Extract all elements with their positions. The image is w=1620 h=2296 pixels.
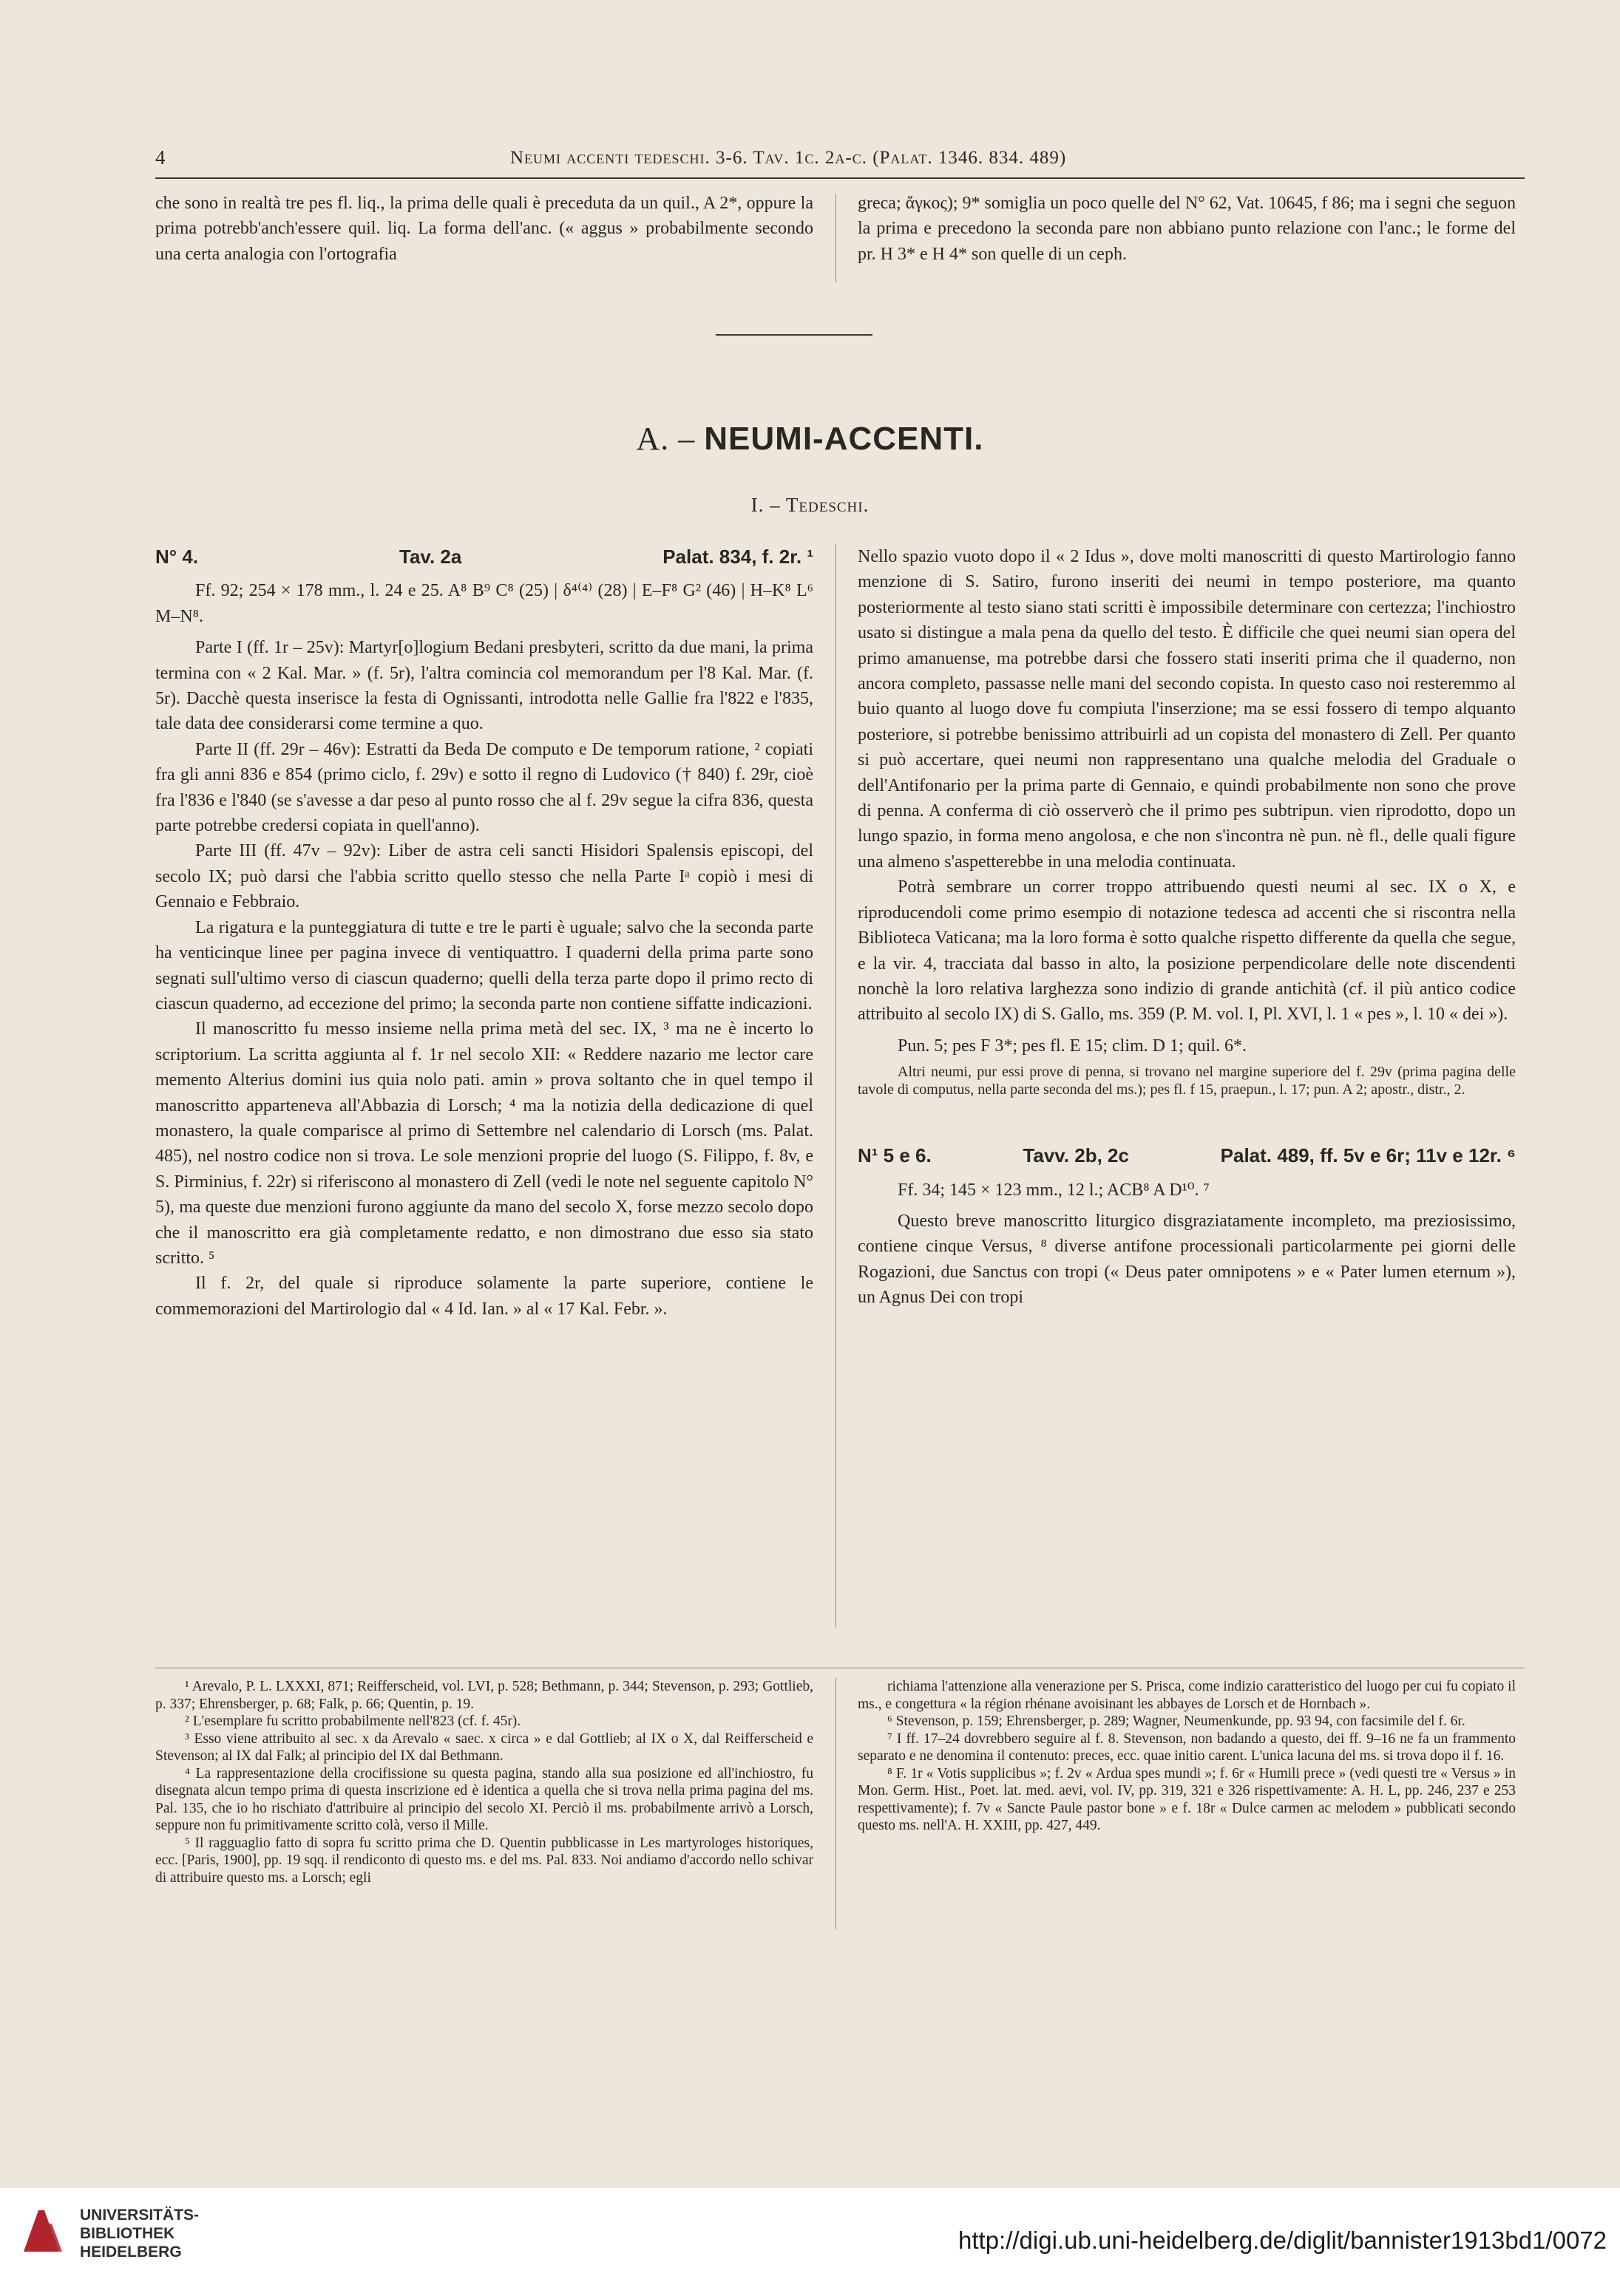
footnotes-left <box>155 1678 813 1886</box>
entry-4-paragraph: La rigatura e la punteggiatura di tutte e tre le parti è uguale; salvo che la seconda parte ha venticinque linee per pagina invece di ventiquattro. I quaderni della prima parte sono segnati sull'ultimo verso di ciascun quaderno; quelli della terza parte dopo il primo recto di ciascun quaderno, ad eccezione del primo; la seconda parte non contiene siffatte indicazioni. <box>155 917 813 1013</box>
entry-4-paragraph: Il manoscritto fu messo insieme nella prima metà del sec. IX, ³ ma ne è incerto lo scriptorium. La scritta aggiunta al f. 1r nel secolo XII: « Reddere nazario me lector care memento Alterius domini ius quia nolo pati. amin » prova soltanto che in quel tempo il manoscritto apparteneva all'Abbazia di Lorsch; ⁴ ma la notizia della dedicazione di quel monastero, la quale comparisce al primo di Settembre nel calendario di Lorsch (ms. Palat. 485), nel nostro codice non si trova. Le sole menzioni proprie del luogo (S. Filippo, f. 8v, e S. Pirminius, f. 22r) si riferiscono al monastero di Zell (vedi le note nel seguente capitolo N° 5), ma queste due menzioni furono aggiunte da mano del secolo X, forse mezzo secolo dopo che il manoscritto era già completamente redatto, e non dimostrano due esso sia stato scritto. ⁵ <box>155 1019 813 1268</box>
entry-4-shelfmark: Palat. 834, f. 2r. ¹ <box>662 546 813 568</box>
page-number: 4 <box>155 146 166 169</box>
footnote: ¹ Arevalo, P. L. LXXXI, 871; Reifferscheid, vol. LVI, p. 528; Bethmann, p. 344; Stevenson, p. 293; Gottlieb, p. 337; Ehrensberger, p. 68; Falk, p. 66; Quentin, p. 19. <box>155 1679 813 1712</box>
running-title: Neumi accenti tedeschi. 3-6. Tav. 1c. 2a-c. (Palat. 1346. 834. 489) <box>510 148 1067 168</box>
footnote: ⁷ I ff. 17–24 dovrebbero seguire al f. 8. Stevenson, non badando a questo, dei ff. 9–16 ne fa un frammento separato e ne denomina il contenuto: preces, ecc. quae initio carent. L'unica lacuna del ms. si trova dopo il f. 16. <box>858 1731 1516 1764</box>
entry-4-plate: Tav. 2a <box>399 546 462 568</box>
section-title <box>0 420 1620 458</box>
footnote: richiama l'attenzione alla venerazione per S. Prisca, come indizio caratteristico del luogo per cui fu copiato il ms., e congettura « la région rhénane avoisinant les abbayes de Lorsch et de Hornbach ». <box>858 1679 1516 1712</box>
right-paragraph: Nello spazio vuoto dopo il « 2 Idus », dove molti manoscritti di questo Martirologio fanno menzione di S. Satiro, furono inseriti dei neumi in tempo posteriore, ma quanto posteriormente al testo siano stati scritti è impossibile determinare con certezza; l'inchiostro usato si distingue a mala pena da quello del testo. È difficile che quei neumi sian opera del primo amanuense, ma potrebbe darsi che fossero stati inseriti prima che il quaderno, non ancora completo, passasse nelle mani del secondo copista. In questo caso noi resteremmo al buio quanto al luogo dove fu compiuta l'inserzione; ma se essi fossero di tempo alquanto posteriore, si potrebbe benissimo attribuirli ad un copista del monastero di Zell. Per quanto si può accertare, quei neumi non rappresentano una qualche melodia del Graduale o dell'Antifonario per la prima parte di Gennaio, e quindi probabilmente non sono che prove di penna. A conferma di ciò osserverò che il primo pes subtripun. vien riprodotto, dopo un lungo spazio, in forma meno angolosa, e che non s'incontra nè pun. nè fl., delle quali figure una almeno s'aspetterebbe in una melodia continuata. <box>858 547 1516 872</box>
section-separator <box>716 334 872 336</box>
footnote: ⁵ Il ragguaglio fatto di sopra fu scritto prima che D. Quentin pubblicasse in Les martyrologes historiques, ecc. [Paris, 1900], pp. 19 sqq. il rendiconto di questo ms. e del ms. Pal. 833. Noi andiamo d'accordo nello schivar di attribuire questo ms. a Lorsch; egli <box>155 1835 813 1886</box>
entry-4-paragraph: Parte II (ff. 29r – 46v): Estratti da Beda De computo e De temporum ratione, ² copiati fra gli anni 836 e 854 (primo ciclo, f. 29v) e sotto il regno di Ludovico († 840) f. 29r, cioè fra l'836 e l'840 (se s'avesse a dar peso al punto rosso che al f. 29v segue la cifra 836, questa parte potrebbe credersi copiata in quell'anno). <box>155 739 813 836</box>
footnotes-right <box>858 1678 1516 1835</box>
entry-4-number: N° 4. <box>155 546 199 568</box>
entry-5-6-shelfmark: Palat. 489, ff. 5v e 6r; 11v e 12r. ⁶ <box>1220 1144 1516 1167</box>
continuation-right <box>858 191 1516 267</box>
entry-5-6-heading <box>858 1143 1516 1168</box>
header-rule <box>155 177 1525 179</box>
entry-5-6-paragraph: Ff. 34; 145 × 123 mm., 12 l.; ACB⁸ A D¹⁰. ⁷ <box>898 1180 1210 1200</box>
section-title-prefix: A. – <box>636 421 696 457</box>
continuation-left <box>155 191 813 267</box>
library-name-line: BIBLIOTHEK <box>80 2225 175 2242</box>
footnote: ³ Esso viene attribuito al sec. x da Arevalo « saec. x circa » e dal Gottlieb; al IX o X, dal Reifferscheid e Stevenson; al IX dal Falk; al principio del IX dal Bethmann. <box>155 1731 813 1764</box>
subsection-title: I. – Tedeschi. <box>750 494 870 516</box>
entry-4-paragraph: Parte III (ff. 47v – 92v): Liber de astra celi sancti Hisidori Spalensis episcopi, del secolo IX; può darsi che l'abbia scritto quello stesso che nella Parte Iᵃ copiò i mesi di Gennaio e Febbraio. <box>155 841 813 912</box>
entry-4-heading <box>155 544 813 569</box>
entry-5-6-paragraph: Questo breve manoscritto liturgico disgraziatamente incompleto, ma preziosissimo, contiene cinque Versus, ⁸ diverse antifone processionali particolarmente pei giorni delle Rogazioni, due Sanctus con tropi (« Deus pater omnipotens » e « Pater lumen eternum »), un Agnus Dei con tropi <box>858 1211 1516 1308</box>
entry-5-6-plate: Tavv. 2b, 2c <box>1023 1144 1129 1167</box>
continuation-left-text: che sono in realtà tre pes fl. liq., la prima delle quali è preceduta da un quil., A 2*, oppure la prima potrebb'anch'essere quil. liq. La forma dell'anc. (« aggus » probabilmente secondo una certa analogia con l'ortografia <box>155 194 813 264</box>
entry-4-paragraph: Il f. 2r, del quale si riproduce solamente la parte superiore, contiene le commemorazioni del Martirologio dal « 4 Id. Ian. » al « 17 Kal. Febr. ». <box>155 1274 813 1319</box>
library-name-line: HEIDELBERG <box>80 2244 182 2261</box>
footnote: ⁴ La rappresentazione della crocifissione su questa pagina, stando alla sua posizione ed all'inchiostro, fu disegnata alcun tempo prima di questa inscrizione ed è identica a quella che si trova nella prima pagina del ms. Pal. 135, che io ho rischiato d'attribuire al principio del secolo XI. Perciò il ms. probabilmente arrivò a Lorsch, seppure non fu primitivamente scritto colà, verso il Mille. <box>155 1765 813 1833</box>
footnote: ⁸ F. 1r « Votis supplicibus »; f. 2v « Ardua spes mundi »; f. 6r « Humili prece » (vedi questi tre « Versus » in Mon. Germ. Hist., Poet. lat. med. aevi, vol. IV, pp. 319, 321 e 326 rispettivamente: A. H. L, pp. 246, 237 e 253 respettivamente); f. 7v « Sancte Paule pastor bone » e f. 18r « Dulce carmen ac melodem » pubblicati secondo questo ms. nell'A. H. XXIII, pp. 427, 449. <box>858 1765 1516 1833</box>
source-url-link[interactable]: http://digi.ub.uni-heidelberg.de/diglit/bannister1913bd1/0072 <box>958 2227 1607 2254</box>
neume-list: Pun. 5; pes F 3*; pes fl. E 15; clim. D 1; quil. 6*. <box>898 1036 1247 1056</box>
right-column <box>858 544 1516 1311</box>
running-head <box>155 146 1523 176</box>
library-name <box>80 2206 199 2261</box>
right-paragraph: Potrà sembrare un correr troppo attribuendo questi neumi al sec. IX o X, e riproducendoli come primo esempio di notazione tedesca ad accenti che si riscontra nella Biblioteca Vaticana; ma la loro forma è sotto qualche rispetto differente da quella che segue, e la vir. 4, tracciata dal basso in alto, la posizione perpendicolare delle note discendenti nonchè la loro relativa larghezza sono indizio di grande antichità (cf. il più antico codice attribuito al secolo IX) di S. Gallo, ms. 359 (P. M. vol. I, Pl. XVI, l. 1 « pes », l. 10 « dei »). <box>858 877 1516 1025</box>
entry-4 <box>155 544 813 1322</box>
entry-4-paragraph: Ff. 92; 254 × 178 mm., l. 24 e 25. A⁸ B⁹ C⁸ (25) | δ⁴⁽⁴⁾ (28) | E–F⁸ G² (46) | H–K⁸ L⁶ M–N⁸. <box>155 581 813 626</box>
library-name-line: UNIVERSITÄTS- <box>80 2207 200 2224</box>
footnote: ² L'esemplare fu scritto probabilmente nell'823 (cf. f. 45r). <box>185 1713 521 1729</box>
continuation-right-text: greca; ἄγκος); 9* somiglia un poco quelle del N° 62, Vat. 10645, f 86; ma i segni che seguon la prima e precedono la seconda pare non abbiano punto relazione con l'anc.; le forme del pr. H 3* e H 4* son quelle di un ceph. <box>858 194 1516 264</box>
entry-5-6-number: N¹ 5 e 6. <box>858 1144 932 1167</box>
footnote: ⁶ Stevenson, p. 159; Ehrensberger, p. 289; Wagner, Neumenkunde, pp. 93 94, con facsimile del f. 6r. <box>887 1713 1465 1729</box>
university-logo-icon <box>21 2207 68 2255</box>
section-title-main: NEUMI-ACCENTI. <box>704 421 984 457</box>
small-note: Altri neumi, pur essi prove di penna, si trovano nel margine superiore del f. 29v (prima pagina delle tavole di computus, nella parte seconda del ms.); pes fl. f 15, praepun., l. 17; pun. A 2; apostr., distr., 2. <box>858 1064 1516 1098</box>
entry-4-paragraph: Parte I (ff. 1r – 25v): Martyr[o]logium Bedani presbyteri, scritto da due mani, la prima termina con « 2 Kal. Mar. » (f. 5r), l'altra comincia col memorandum per l'8 Kal. Mar. (f. 5r). Dacchè questa inserisce la festa di Ognissanti, introdotta nelle Gallie fra l'822 e l'835, tale data dee considerarsi come termine a quo. <box>155 638 813 734</box>
